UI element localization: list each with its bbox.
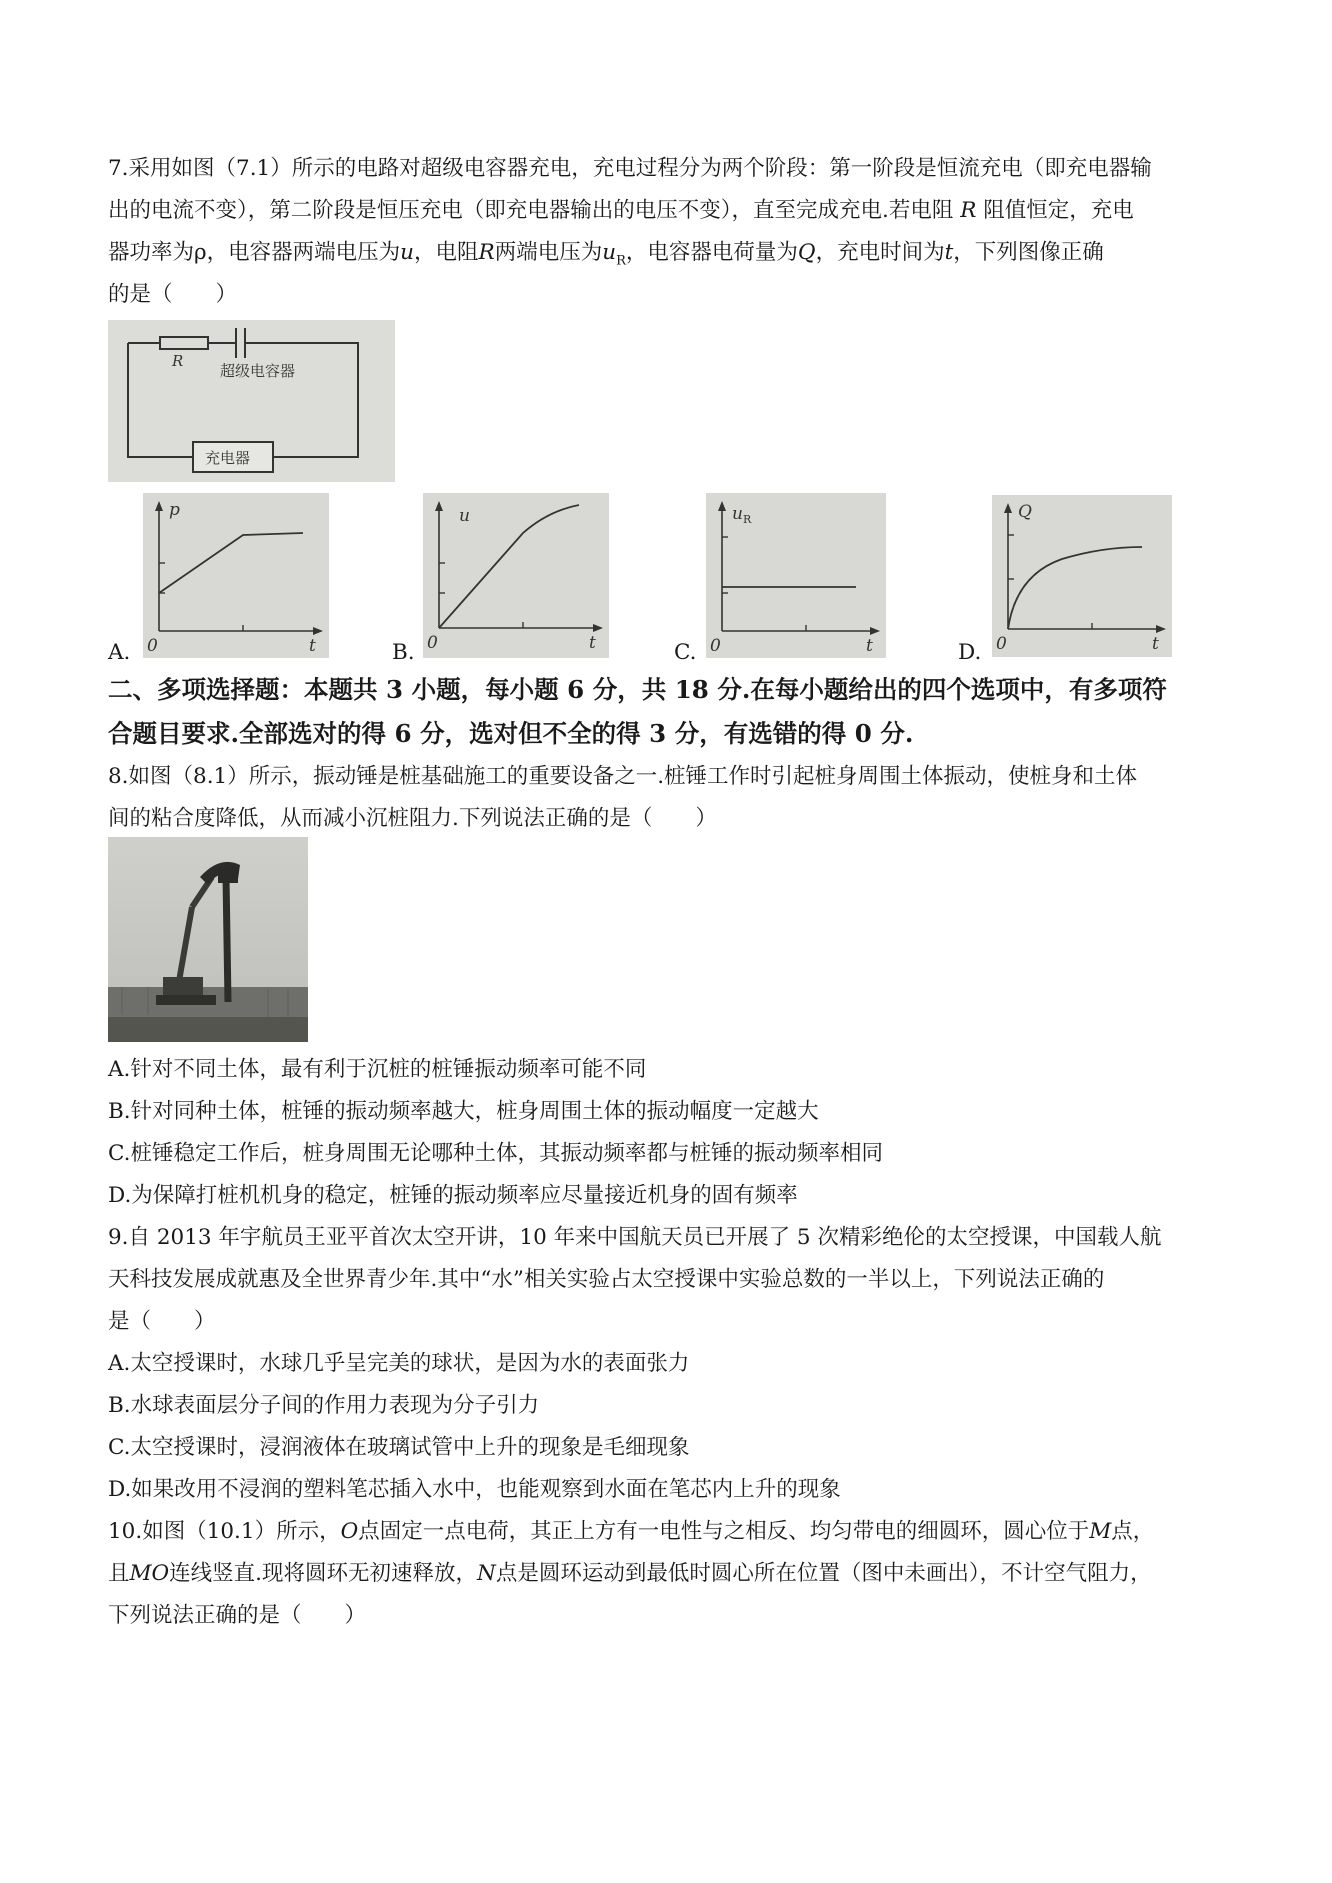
q7-line-4: 的是（ ） <box>108 282 238 307</box>
q7-option-c-graph <box>706 493 886 658</box>
q7-option-d-label: D. <box>958 640 982 665</box>
q7-var-u: u <box>400 240 415 265</box>
q10-line-2 <box>108 1553 1238 1595</box>
axis-origin: 0 <box>427 633 438 653</box>
q8-option-d: D.为保障打桩机机身的稳定，桩锤的振动频率应尽量接近机身的固有频率 <box>108 1183 798 1208</box>
q7-line-2 <box>108 190 1238 232</box>
q10-text: 10.如图（10.1）所示， <box>108 1519 341 1544</box>
q7-option-d-graph <box>992 495 1172 657</box>
axis-origin: 0 <box>147 636 158 656</box>
q8-option-a: A.针对不同土体，最有利于沉桩的桩锤振动频率可能不同 <box>108 1057 647 1082</box>
q9-option-c: C.太空授课时，浸润液体在玻璃试管中上升的现象是毛细现象 <box>108 1435 690 1460</box>
q7-line-1: 7.采用如图（7.1）所示的电路对超级电容器充电，充电过程分为两个阶段：第一阶段是恒流充电（即充电器输 <box>108 156 1152 181</box>
q10-text: 点固定一点电荷，其正上方有一电性与之相反、均匀带电的细圆环，圆心位于 <box>358 1519 1090 1544</box>
q7-var-Q: Q <box>797 240 816 265</box>
q9-option-b: B.水球表面层分子间的作用力表现为分子引力 <box>108 1393 540 1418</box>
q7-option-c-label: C. <box>674 640 697 665</box>
section-2-heading-line-2: 合题目要求.全部选对的得 6 分，选对但不全的得 3 分，有选错的得 0 分. <box>108 719 914 748</box>
q10-var-MO: MO <box>129 1561 170 1586</box>
q9-line-2: 天科技发展成就惠及全世界青少年.其中“水”相关实验占太空授课中实验总数的一半以上，下列说法正确的 <box>108 1267 1105 1292</box>
axis-origin: 0 <box>710 636 721 656</box>
q10-text: 点， <box>1111 1519 1155 1544</box>
q7-text: 两端电压为 <box>494 240 603 265</box>
q10-var-N: N <box>477 1561 496 1586</box>
q7-line-3 <box>108 232 1238 274</box>
axis-label-y: $u_R$ <box>732 504 752 526</box>
q8-line-1: 8.如图（8.1）所示，振动锤是桩基础施工的重要设备之一.桩锤工作时引起桩身周围土体振动，使桩身和土体 <box>108 764 1138 789</box>
axis-label-y: Q <box>1018 502 1032 522</box>
q7-text: 器功率为ρ，电容器两端电压为 <box>108 240 401 265</box>
q7-text: ，充电时间为 <box>815 240 945 265</box>
q7-circuit-diagram <box>108 320 395 482</box>
q10-var-M: M <box>1089 1519 1112 1544</box>
q9-option-d: D.如果改用不浸润的塑料笔芯插入水中，也能观察到水面在笔芯内上升的现象 <box>108 1477 841 1502</box>
axis-label-x: t <box>589 633 596 653</box>
q9-line-3: 是（ ） <box>108 1309 216 1334</box>
capacitor-label: 超级电容器 <box>220 362 296 380</box>
q7-var-uR-sub: R <box>616 253 626 269</box>
axis-label-y: u <box>459 506 470 526</box>
q7-text: ，电阻 <box>414 240 479 265</box>
q7-text: 阻值恒定，充电 <box>983 198 1134 223</box>
q7-text: ，电容器电荷量为 <box>625 240 798 265</box>
q10-line-1 <box>108 1511 1238 1553</box>
q7-text: 出的电流不变），第二阶段是恒压充电（即充电器输出的电压不变），直至完成充电.若电阻 <box>108 198 954 223</box>
charger-label: 充电器 <box>205 449 251 467</box>
q8-option-c: C.桩锤稳定工作后，桩身周围无论哪种土体，其振动频率都与桩锤的振动频率相同 <box>108 1141 884 1166</box>
q10-text: 连线竖直.现将圆环无初速释放， <box>169 1561 477 1586</box>
q7-option-b-graph <box>423 493 609 658</box>
q8-pile-driver-photo <box>108 837 308 1042</box>
axis-label-x: t <box>309 636 316 656</box>
q7-option-a-graph <box>143 493 329 658</box>
q10-var-O: O <box>340 1519 359 1544</box>
q8-line-2: 间的粘合度降低，从而减小沉桩阻力.下列说法正确的是（ ） <box>108 806 717 831</box>
q8-option-b: B.针对同种土体，桩锤的振动频率越大，桩身周围土体的振动幅度一定越大 <box>108 1099 819 1124</box>
q7-var-R: R <box>960 198 977 223</box>
q7-var-R: R <box>478 240 495 265</box>
axis-label-y: p <box>169 500 180 520</box>
axis-label-x: t <box>866 636 873 656</box>
q10-line-3: 下列说法正确的是（ ） <box>108 1603 367 1628</box>
q9-option-a: A.太空授课时，水球几乎呈完美的球状，是因为水的表面张力 <box>108 1351 690 1376</box>
q7-option-b-label: B. <box>392 640 415 665</box>
q7-var-uR: u <box>602 240 617 265</box>
q7-option-a-label: A. <box>108 640 131 665</box>
q9-line-1: 9.自 2013 年宇航员王亚平首次太空开讲，10 年来中国航天员已开展了 5 次精彩绝伦的太空授课，中国载人航 <box>108 1225 1162 1250</box>
section-2-heading-line-1: 二、多项选择题：本题共 3 小题，每小题 6 分，共 18 分.在每小题给出的四个选项中，有多项符 <box>108 675 1167 704</box>
q7-text: ，下列图像正确 <box>953 240 1104 265</box>
q7-var-t: t <box>944 240 954 265</box>
axis-origin: 0 <box>996 634 1007 654</box>
axis-label-x: t <box>1152 634 1159 654</box>
resistor-label: R <box>172 352 184 370</box>
q10-text: 点是圆环运动到最低时圆心所在位置（图中未画出），不计空气阻力， <box>495 1561 1152 1586</box>
q10-text: 且 <box>108 1561 130 1586</box>
